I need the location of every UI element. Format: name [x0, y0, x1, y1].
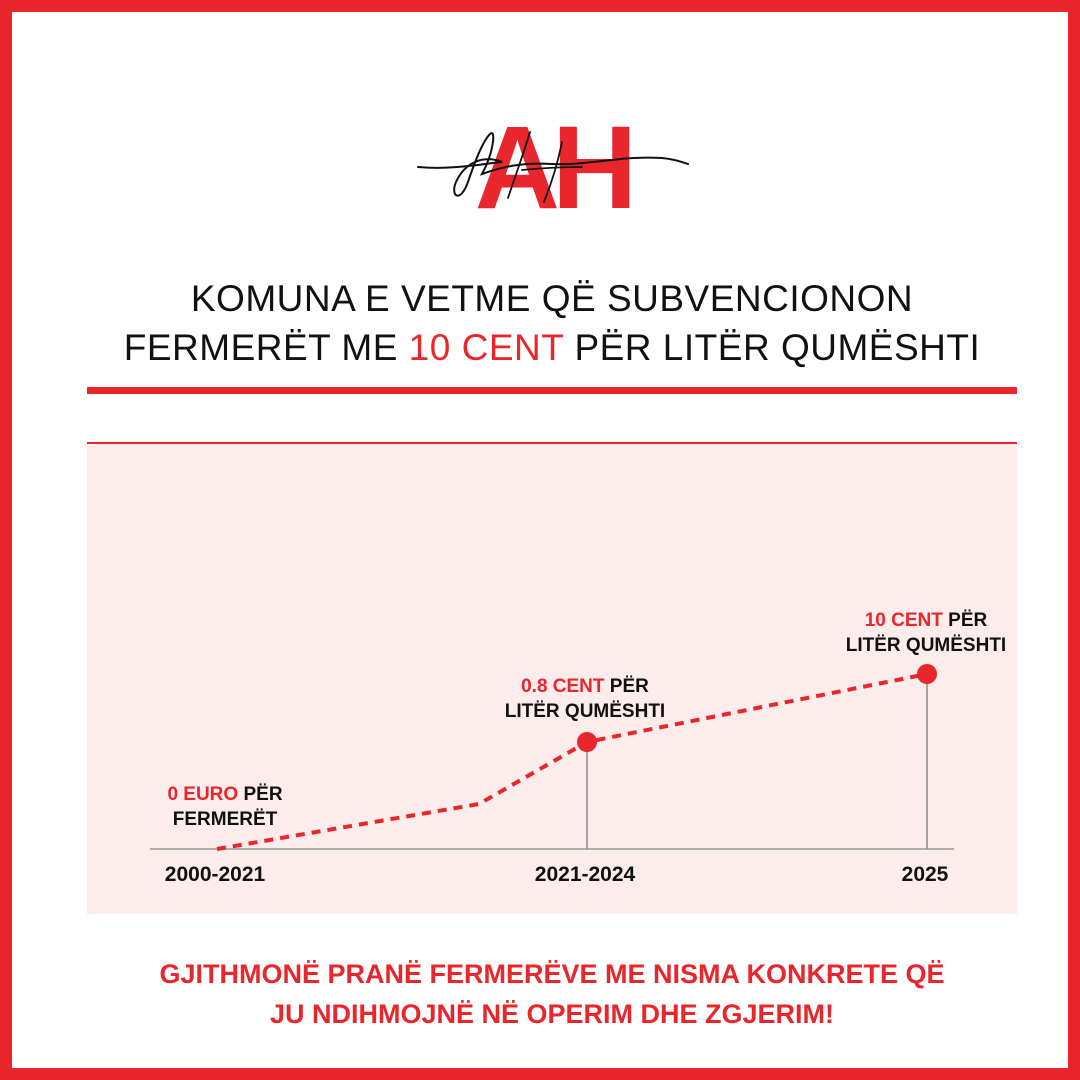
- footer-line-2: JU NDIHMOJNË NË OPERIM DHE ZGJERIM!: [269, 999, 835, 1029]
- x-tick-label: 2025: [901, 863, 949, 886]
- data-label-2: [505, 674, 665, 724]
- data-label-value: 10 CENT: [864, 610, 943, 631]
- data-label-text: PËR: [604, 676, 649, 697]
- x-tick-label: 2000-2021: [164, 863, 266, 886]
- data-label-1: [167, 782, 282, 832]
- data-point-3: [917, 664, 937, 684]
- data-label-value: 0.8 CENT: [521, 676, 605, 697]
- data-label-text: PËR: [238, 784, 283, 805]
- data-label-text: LITËR QUMËSHTI: [504, 701, 666, 722]
- logo: [412, 112, 692, 212]
- data-label-3: [846, 608, 1006, 658]
- title-underline: [87, 387, 1017, 394]
- title-line-2-start: FERMERËT ME: [123, 327, 409, 368]
- footer-line-1: GJITHMONË PRANË FERMERËVE ME NISMA KONKRETE QË: [159, 959, 945, 989]
- title-line-1: KOMUNA E VETME QË SUBVENCIONON: [190, 278, 914, 319]
- footer-slogan: [72, 954, 1032, 1034]
- data-label-text: FERMERËT: [172, 809, 278, 830]
- title-highlight: 10 CENT: [408, 327, 564, 368]
- logo-initials: AH: [474, 112, 630, 212]
- title-line-2-end: PËR LITËR QUMËSHTI: [563, 327, 981, 368]
- x-tick-label: 2021-2024: [534, 863, 636, 886]
- data-label-text: LITËR QUMËSHTI: [845, 635, 1007, 656]
- data-point-2: [577, 732, 597, 752]
- title-line-2: [72, 323, 1032, 372]
- chart-panel: [87, 442, 1017, 914]
- data-label-value: 0 EURO: [167, 784, 239, 805]
- page-title: [72, 274, 1032, 372]
- data-label-text: PËR: [942, 610, 988, 631]
